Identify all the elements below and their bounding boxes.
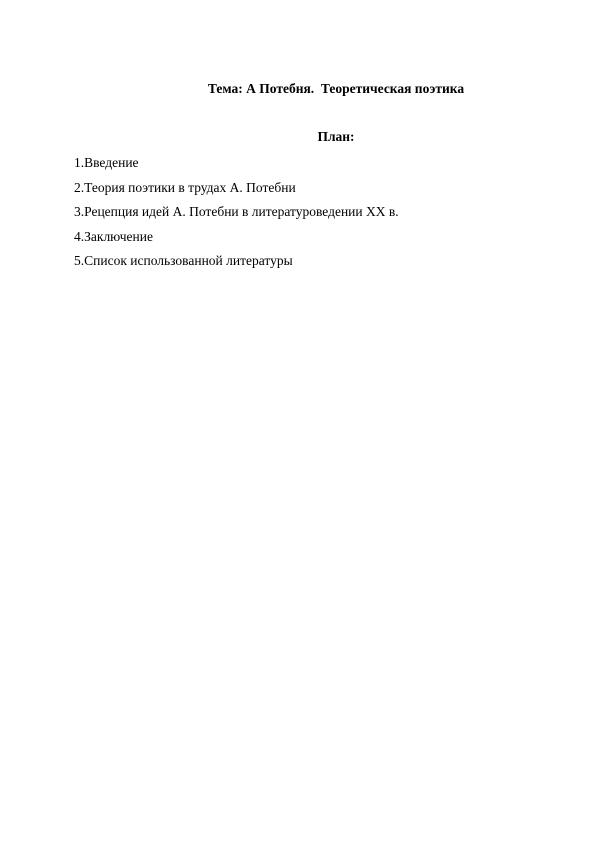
plan-list bbox=[74, 151, 399, 274]
plan-item-poetics-theory: 2.Теория поэтики в трудах А. Потебни bbox=[74, 179, 296, 195]
plan-item-bibliography: 5.Список использованной литературы bbox=[74, 253, 293, 268]
plan-item-conclusion: 4.Заключение bbox=[74, 228, 153, 244]
document-title: Тема: А Потебня. Теоретическая поэтика bbox=[207, 81, 465, 96]
plan-item-reception: 3.Рецепция идей А. Потебни в литературоведении XX в. bbox=[74, 204, 399, 219]
plan-item-introduction: 1.Введение bbox=[74, 155, 139, 170]
plan-heading: План: bbox=[317, 129, 355, 144]
